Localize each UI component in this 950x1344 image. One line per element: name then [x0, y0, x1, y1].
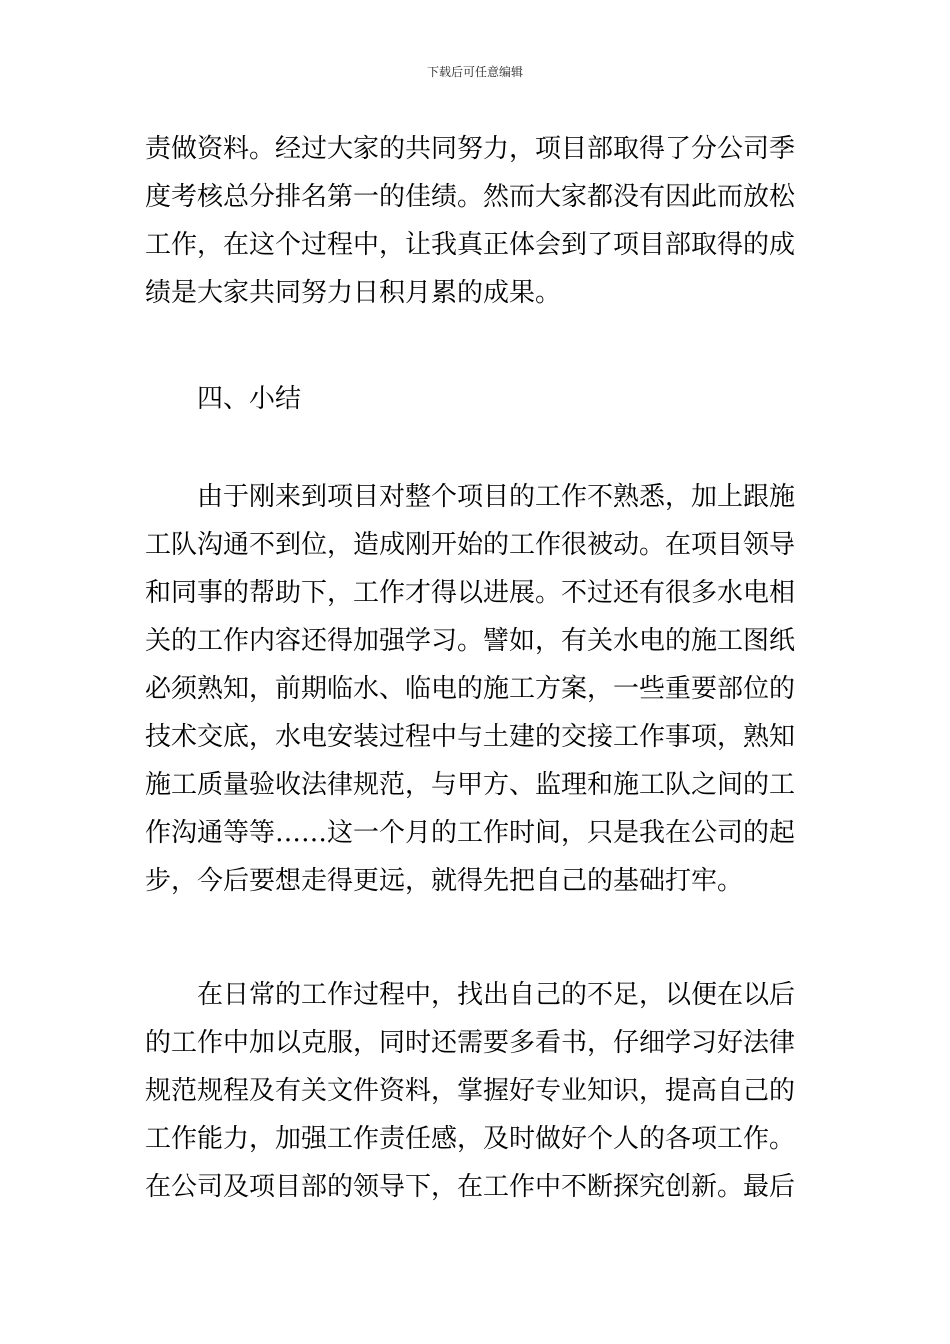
paragraph-line: 关的工作内容还得加强学习。譬如，有关水电的施工图纸	[145, 626, 796, 656]
paragraph-line: 由于刚来到项目对整个项目的工作不熟悉，加上跟施	[197, 482, 796, 512]
paragraph-line: 必须熟知，前期临水、临电的施工方案，一些重要部位的	[145, 674, 796, 704]
paragraph-line: 工作，在这个过程中，让我真正体会到了项目部取得的成	[145, 230, 796, 260]
paragraph-line: 规范规程及有关文件资料，掌握好专业知识，提高自己的	[145, 1076, 796, 1106]
paragraph-line: 步，今后要想走得更远，就得先把自己的基础打牢。	[145, 866, 744, 896]
paragraph-line: 度考核总分排名第一的佳绩。然而大家都没有因此而放松	[145, 182, 796, 212]
paragraph-line: 和同事的帮助下，工作才得以进展。不过还有很多水电相	[145, 578, 796, 608]
paragraph-3	[145, 971, 807, 1211]
section-heading: 四、小结	[197, 384, 302, 414]
paragraph-line: 责做资料。经过大家的共同努力，项目部取得了分公司季	[145, 134, 796, 164]
paragraph-line: 绩是大家共同努力日积月累的成果。	[145, 278, 562, 308]
paragraph-line: 施工质量验收法律规范，与甲方、监理和施工队之间的工	[145, 770, 796, 800]
paragraph-2	[145, 473, 807, 905]
paragraph-line: 的工作中加以克服，同时还需要多看书，仔细学习好法律	[145, 1028, 796, 1058]
paragraph-line: 工作能力，加强工作责任感，及时做好个人的各项工作。	[145, 1124, 796, 1154]
paragraph-line: 在日常的工作过程中，找出自己的不足，以便在以后	[197, 980, 796, 1010]
paragraph-line: 作沟通等等……这一个月的工作时间，只是我在公司的起	[145, 818, 796, 848]
paragraph-line: 在公司及项目部的领导下，在工作中不断探究创新。最后	[145, 1172, 796, 1202]
paragraph-line: 技术交底，水电安装过程中与土建的交接工作事项，熟知	[145, 722, 796, 752]
paragraph-line: 工队沟通不到位，造成刚开始的工作很被动。在项目领导	[145, 530, 796, 560]
paragraph-1	[145, 125, 807, 317]
header-note: 下载后可任意编辑	[426, 65, 523, 79]
